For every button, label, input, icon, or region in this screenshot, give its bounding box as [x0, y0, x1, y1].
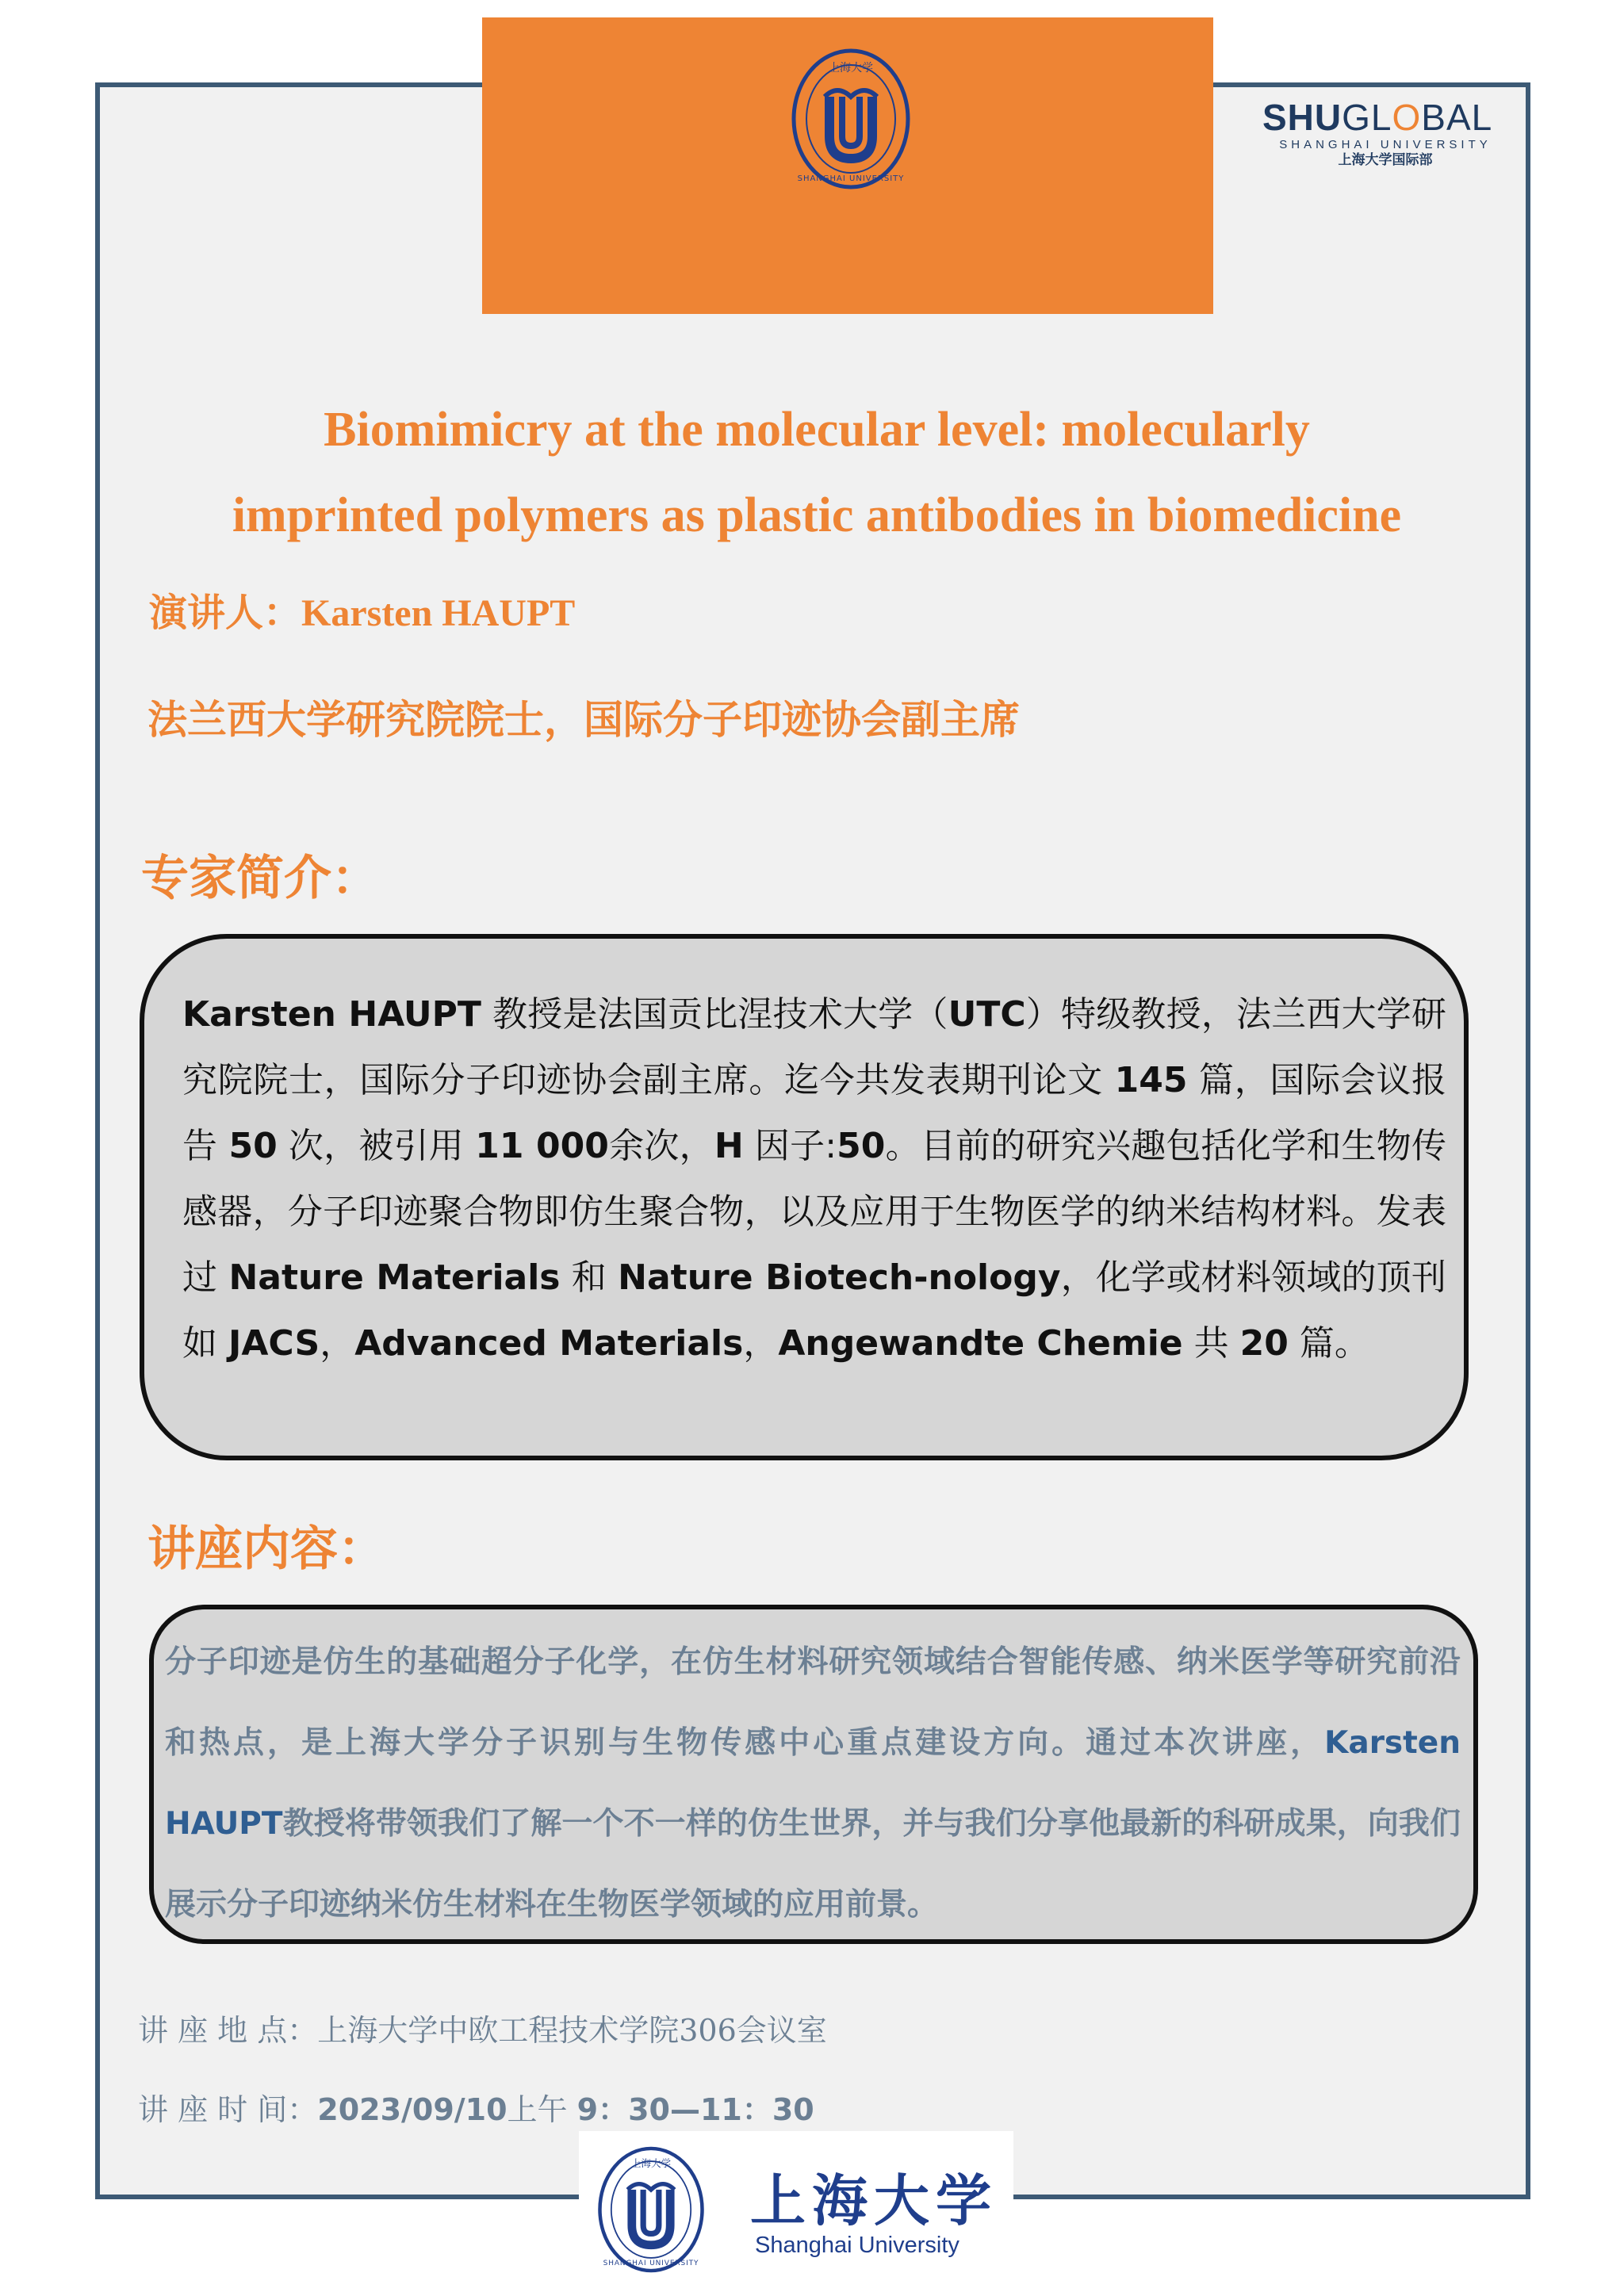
bio-text-segment: ， [743, 1323, 779, 1364]
footer-seal-ring-text: SHANGHAI UNIVERSITY [603, 2259, 699, 2267]
lecture-title-line-1: Biomimicry at the molecular level: molecularly [324, 403, 1310, 457]
bio-text-segment: 教授是法国贡比涅技术大学（ [481, 994, 948, 1035]
footer-university-logo [579, 2131, 1013, 2290]
bio-text-segment: 50 [228, 1126, 278, 1166]
bio-text-segment: ，化学或材料领域的顶刊如 [182, 1257, 1446, 1364]
footer-university-name-en: Shanghai University [755, 2233, 959, 2258]
time-range: 9：30—11：30 [576, 2092, 814, 2127]
location-value: 上海大学中欧工程技术学院306会议室 [317, 2013, 827, 2048]
bio-text [182, 982, 1446, 1376]
bio-text-segment: 次，被引用 [277, 1126, 476, 1166]
speaker-line: 演讲人：Karsten HAUPT [149, 592, 576, 634]
footer-university-name-cn: 上海大学 [750, 2168, 998, 2233]
bio-text-segment: 共 [1182, 1323, 1240, 1364]
bio-text-segment: Nature Biotech-nology [618, 1257, 1061, 1298]
location-label: 讲 座 地 点： [138, 2013, 318, 2048]
bio-text-segment: UTC [948, 994, 1026, 1035]
bio-heading: 专家简介： [141, 851, 379, 906]
shu-global-sub-cn: 上海大学国际部 [1338, 152, 1433, 167]
bio-text-segment: 50 [837, 1126, 886, 1166]
bio-text-segment: 余次， [608, 1126, 714, 1166]
speaker-affiliation: 法兰西大学研究院院士，国际分子印迹协会副主席 [147, 697, 1020, 743]
seal-ring-text: SHANGHAI UNIVERSITY [797, 174, 905, 183]
bio-text-segment: Advanced Materials [354, 1323, 744, 1364]
time-date: 2023/09/10 [317, 2092, 508, 2127]
shanghai-university-seal-icon [790, 48, 912, 190]
content-text-part-1: 分子印迹是仿生的基础超分子化学，在仿生材料研究领域结合智能传感、纳米医学等研究前沿和热点，是上海大学分子识别与生物传感中心重点建设方向。通过本次讲座， [165, 1644, 1461, 1761]
shanghai-university-seal-icon [596, 2145, 706, 2274]
shu-global-brand: SHUGLOBAL [1262, 97, 1493, 138]
bio-text-segment: 因子: [743, 1126, 837, 1166]
bio-text-segment: 20 [1239, 1323, 1289, 1364]
bio-text-segment: H [714, 1126, 744, 1166]
header-orange-banner [482, 17, 1213, 314]
bio-text-segment: Nature Materials [228, 1257, 561, 1298]
bio-text-segment: 11 000 [475, 1126, 609, 1166]
shu-global-logo [1262, 97, 1508, 176]
bio-text-segment: ）特级教授，法兰西大学研究院院士，国际分子印迹协会副主席。迄今共发表期刊论文 [182, 994, 1446, 1100]
seal-top-text: 上海大学 [829, 62, 873, 75]
time-ampm: 上午 [507, 2092, 568, 2127]
time-label: 讲 座 时 间： [138, 2092, 318, 2127]
bio-text-segment: 篇。 [1288, 1323, 1369, 1364]
footer-seal-top-text: 上海大学 [630, 2157, 672, 2170]
content-heading: 讲座内容： [147, 1521, 385, 1577]
content-speaker-name: Karsten HAUPT [165, 1725, 1461, 1842]
time-line [138, 2085, 814, 2129]
bio-text-segment: Karsten HAUPT [182, 994, 481, 1035]
shu-global-sub-en: SHANGHAI UNIVERSITY [1279, 138, 1492, 151]
bio-text-segment: 。目前的研究兴趣包括化学和生物传感器，分子印迹聚合物即仿生聚合物，以及应用于生物医学的纳米结构材料。发表过 [182, 1126, 1447, 1298]
content-text [165, 1622, 1461, 1946]
location-line [138, 2006, 827, 2049]
bio-text-segment: 145 [1114, 1060, 1188, 1100]
bio-text-segment: 篇，国际会议报告 [182, 1060, 1447, 1166]
bio-text-segment: Angewandte Chemie [778, 1323, 1183, 1364]
lecture-title-line-2: imprinted polymers as plastic antibodies in biomedicine [232, 488, 1402, 542]
bio-text-segment: JACS [228, 1323, 320, 1364]
content-text-part-2: 教授将带领我们了解一个不一样的仿生世界，并与我们分享他最新的科研成果，向我们展示分子印迹纳米仿生材料在生物医学领域的应用前景。 [165, 1806, 1461, 1923]
bio-text-segment: 和 [560, 1257, 619, 1298]
bio-text-segment: ， [320, 1323, 355, 1364]
